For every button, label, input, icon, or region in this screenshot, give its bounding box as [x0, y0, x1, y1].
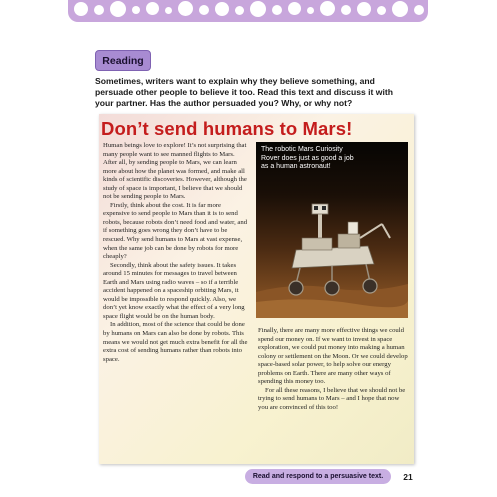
decorative-dot [288, 2, 301, 15]
decorative-dot [392, 1, 408, 17]
decorative-dot [165, 7, 172, 14]
decorative-dot [178, 1, 193, 16]
page-number: 21 [403, 472, 413, 482]
decorative-dot [94, 5, 104, 15]
article-paragraph: Firstly, think about the cost. It is far more expensive to send people to Mars than it is to send robots, because robots don’t need food and water, and if something goes wrong they don’t have to be rescued. Why send humans to Mars at vast expense, when the same job can be done by robots for more cheaply? [103, 201, 248, 261]
decorative-dot [320, 1, 335, 16]
learning-objective-pill: Read and respond to a persuasive text. [245, 469, 391, 484]
article-paragraph: In addition, most of the science that could be done by humans on Mars can also be done by robots. This means we would not get much extra benefit for all the extra cost of sending humans rather than robots into space. [103, 321, 248, 363]
decorative-dot [215, 2, 229, 16]
intro-instructions: Sometimes, writers want to explain why they believe something, and persuade other people to believe it too. Read this text and discuss it with your partner. Has the author persuaded you? Why, or why not? [95, 76, 393, 108]
photo-caption: The robotic Mars Curiosity Rover does just as good a job as a human astronaut! [261, 146, 354, 171]
decorative-dot [235, 6, 244, 15]
article-paragraph: For all these reasons, I believe that we should not be trying to send humans to Mars – and I hope that now you are convinced of this too! [258, 386, 406, 411]
article-column-right [258, 327, 408, 412]
decorative-dot [199, 5, 209, 15]
article-paragraph: Secondly, think about the safety issues. It takes around 15 minutes for messages to travel between Earth and Mars using radio waves – so if a terrible accident happened on a spaceship orbiting Mars, it would be impossible to respond quickly. Also, we don’t yet know exactly what the effect of a very long space flight would be on the human body. [103, 261, 245, 320]
decorative-dot [110, 1, 126, 17]
decorative-dot [250, 1, 266, 17]
mars-rover-photo [256, 142, 408, 318]
decorative-dot [74, 2, 88, 16]
decorative-dot [146, 2, 159, 15]
decorative-dot [341, 5, 351, 15]
article-title: Don’t send humans to Mars! [101, 118, 353, 139]
decorative-dot [377, 6, 386, 15]
decorative-dot [414, 5, 424, 15]
article-column-left [103, 142, 248, 364]
article-paragraph: Human beings love to explore! It’s not surprising that many people want to see manned flights to Mars. After all, by sending people to Mars, we can learn more about how the planet was formed, and make all kinds of scientific discoveries. However, although the study of space is important, I believe that we should not be sending people to Mars. [103, 142, 247, 201]
decorative-dot [307, 7, 314, 14]
section-label-badge: Reading [95, 50, 151, 71]
article-paragraph: Finally, there are many more effective things we could spend our money on. If we want to invest in space exploration, we could put money into making a human colony or settlement on the Moon. Or we could develop space-based solar power, to help solve our energy problems on Earth. There are many other ways of spending this money too. [258, 327, 408, 386]
decorative-dot [272, 5, 282, 15]
decorative-header-band [68, 0, 428, 22]
decorative-dot [132, 6, 140, 14]
decorative-dot [357, 2, 371, 16]
